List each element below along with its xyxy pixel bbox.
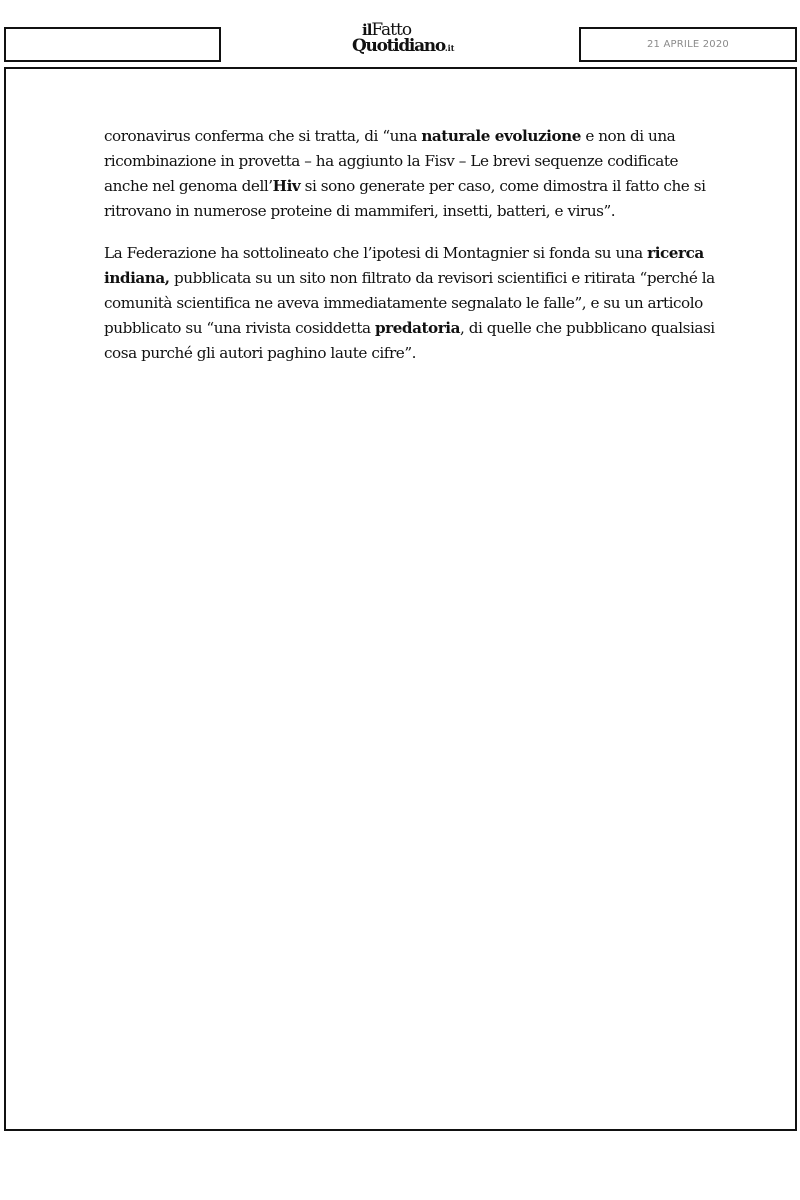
logo-line-2 bbox=[352, 36, 454, 56]
logo-il: il bbox=[362, 21, 372, 39]
highlight-hiv: Hiv bbox=[272, 177, 301, 195]
highlight-predatoria: predatoria bbox=[374, 319, 460, 337]
highlight-naturale-evoluzione: naturale evoluzione bbox=[421, 127, 581, 145]
article-date: 21 APRILE 2020 bbox=[647, 39, 729, 50]
paragraph-1-part-1: coronavirus conferma che si tratta, di “una bbox=[104, 127, 422, 145]
logo-fatto: Fatto bbox=[371, 20, 412, 40]
article-paragraph-2 bbox=[104, 241, 724, 366]
paragraph-2-part-3: pubblicata su un sito non filtrato da revisori scientifici e ritirata “perché la comunità scientifica ne aveva immediatamente segnalato le falle”, e su un articolo pubblicato su “una rivista cosiddetta bbox=[104, 269, 715, 337]
paragraph-1-part-3: e non di una ricombinazione in provetta – ha aggiunto la Fisv – Le brevi sequenze codificate anche nel genoma dell’ bbox=[104, 127, 679, 195]
logo-domain-suffix: .it bbox=[444, 43, 455, 53]
paragraph-2-part-5: , di quelle che pubblicano qualsiasi cosa purché gli autori paghino laute cifre”. bbox=[104, 319, 715, 362]
header-left-box bbox=[4, 27, 221, 62]
logo-quotidiano: Quotidiano bbox=[352, 36, 445, 56]
header-date-box bbox=[579, 27, 797, 62]
site-logo[interactable] bbox=[352, 20, 458, 60]
article-paragraph-1 bbox=[104, 124, 724, 224]
highlight-ricerca-indiana: ricerca indiana, bbox=[104, 244, 704, 287]
paragraph-1-part-5: si sono generate per caso, come dimostra il fatto che si ritrovano in numerose proteine di mammiferi, insetti, batteri, e virus”. bbox=[104, 177, 706, 220]
article-body bbox=[104, 124, 724, 383]
paragraph-2-part-1: La Federazione ha sottolineato che l’ipotesi di Montagnier si fonda su una bbox=[104, 244, 648, 262]
